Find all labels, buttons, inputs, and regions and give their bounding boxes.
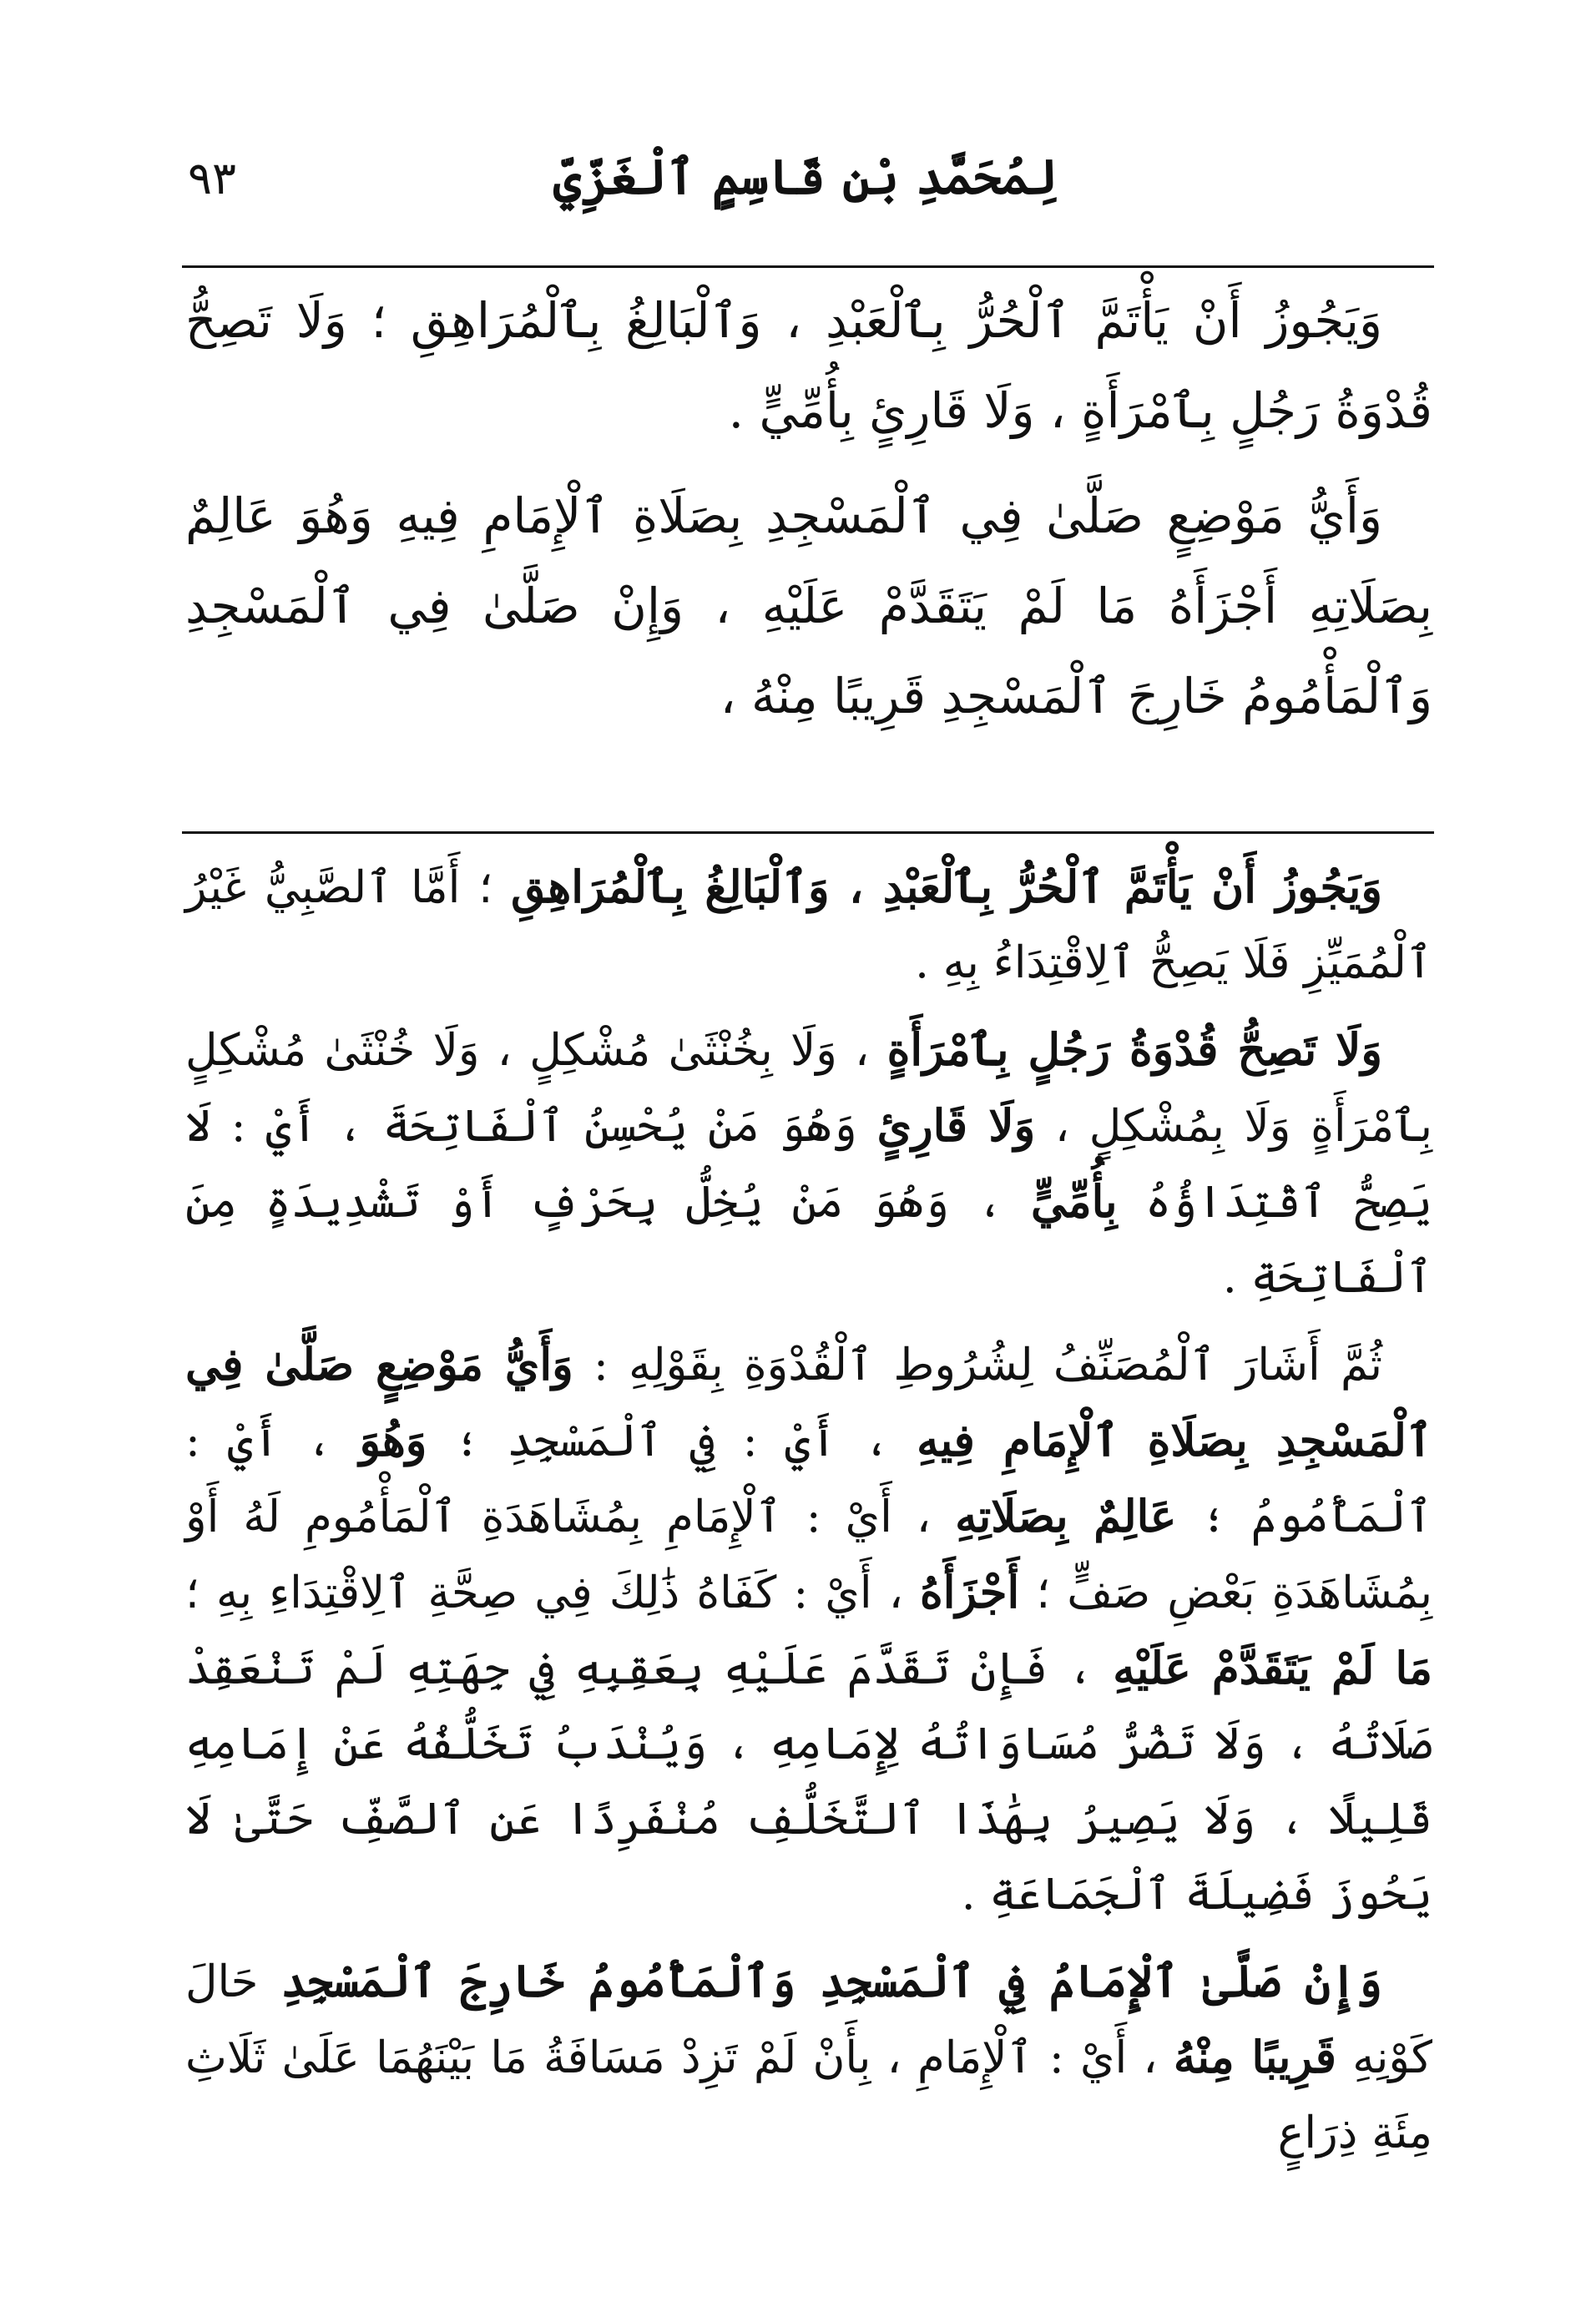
commentary-text: ، وَهُوَ مَنْ يُخِلُّ بِحَرْفٍ أَوْ تَشْدِيدَةٍ مِنَ ٱلْفَاتِحَةِ . (185, 1177, 1432, 1303)
commentary-text: حَالَ كَوْنِهِ (185, 1956, 1432, 2083)
sharh-paragraph (185, 850, 1432, 1001)
commentary-text: ، أَيْ : ٱلْإِمَامِ ، بِأَنْ لَمْ تَزِدْ مَسَافَةُ مَا بَيْنَهُمَا عَلَىٰ ثَلَاثِ مِئَةِ ذِرَاعٍ (185, 2032, 1432, 2158)
matn-paragraph: وَأَيُّ مَوْضِعٍ صَلَّىٰ فِي ٱلْمَسْجِدِ بِصَلَاةِ ٱلْإِمَامِ فِيهِ وَهُوَ عَالِمٌ بِصَلَاتِهِ أَجْزَأَهُ مَا لَمْ يَتَقَدَّمْ عَلَيْهِ ، وَإِنْ صَلَّىٰ فِي ٱلْمَسْجِدِ وَٱلْمَأْمُومُ خَارِجَ ٱلْمَسْجِدِ قَرِيبًا مِنْهُ ، (185, 487, 1432, 724)
page-header (179, 149, 1432, 215)
quoted-matn-text: وَلَا قَارِئٍ (876, 1100, 1036, 1152)
quoted-matn-text: وَهُوَ (359, 1415, 427, 1467)
quoted-matn-text: قَرِيبًا مِنْهُ (1173, 2032, 1336, 2083)
commentary-text: ، أَيْ : ٱلْمَأْمُومُ ؛ (185, 1416, 1432, 1542)
quoted-matn-text: وَأَيُّ مَوْضِعٍ صَلَّىٰ فِي ٱلْمَسْجِدِ بِصَلَاةِ ٱلْإِمَامِ فِيهِ (185, 1339, 1433, 1467)
sharh-paragraph (185, 1944, 1432, 2171)
quoted-matn-text: بِأُمِّيٍّ (1031, 1176, 1118, 1228)
sharh-paragraph (185, 1012, 1432, 1315)
running-title: لِمُحَمَّدِ بْنِ قَاسِمٍ ٱلْغَزِّيِّ (553, 149, 1058, 205)
commentary-text: ، أَيْ : فِي ٱلْمَسْجِدِ ؛ (427, 1416, 917, 1467)
header-divider (182, 265, 1434, 268)
sharh-commentary (185, 850, 1432, 2183)
quoted-matn-text: مَا لَمْ يَتَقَدَّمْ عَلَيْهِ (1113, 1643, 1432, 1694)
commentary-text: ؛ أَمَّا ٱلصَّبِيُّ غَيْرُ ٱلْمُمَيِّزِ فَلَا يَصِحُّ ٱلِاقْتِدَاءُ بِهِ . (185, 862, 1432, 988)
quoted-matn-text: وَيَجُوزُ أَنْ يَأْتَمَّ ٱلْحُرُّ بِٱلْعَبْدِ ، وَٱلْبَالِغُ بِٱلْمُرَاهِقِ (511, 861, 1382, 913)
commentary-text: ، وَلَا بِخُنْثَىٰ مُشْكِلٍ ، وَلَا خُنْثَىٰ مُشْكِلٍ بِٱمْرَأَةٍ وَلَا بِمُشْكِلٍ ، (185, 1025, 1433, 1152)
quoted-matn-text: أَجْزَأَهُ (919, 1567, 1020, 1618)
matn-sharh-divider (182, 831, 1434, 834)
commentary-text: ثُمَّ أَشَارَ ٱلْمُصَنِّفُ لِشُرُوطِ ٱلْقُدْوَةِ بِقَوْلِهِ : (573, 1340, 1382, 1391)
quoted-matn-text: وَإِنْ صَلَّىٰ ٱلْإِمَامُ فِي ٱلْمَسْجِدِ وَٱلْمَأْمُومُ خَارِجَ ٱلْمَسْجِدِ (280, 1956, 1382, 2007)
commentary-text: ، فَإِنْ تَقَدَّمَ عَلَيْهِ بِعَقِبِهِ فِي جِهَتِهِ لَمْ تَنْعَقِدْ صَلَاتُهُ ، وَلَا تَضُرُّ مُسَاوَاتُهُ لِإِمَامِهِ ، وَيُنْدَبُ تَخَلُّفُهُ عَنْ إِمَامِهِ قَلِيلًا ، وَلَا يَصِيرُ بِهَٰذَا ٱلتَّخَلُّفِ مُنْفَرِدًا عَنِ ٱلصَّفِّ حَتَّىٰ لَا يَحُوزَ فَضِيلَةَ ٱلْجَمَاعَةِ . (185, 1643, 1432, 1920)
matn-text (185, 275, 1432, 756)
matn-paragraph: وَيَجُوزُ أَنْ يَأْتَمَّ ٱلْحُرُّ بِٱلْعَبْدِ ، وَٱلْبَالِغُ بِٱلْمُرَاهِقِ ؛ وَلَا تَصِحُّ قُدْوَةُ رَجُلٍ بِٱمْرَأَةٍ ، وَلَا قَارِئٍ بِأُمِّيٍّ . (185, 292, 1432, 439)
sharh-paragraph (185, 1327, 1432, 1932)
commentary-text: ، أَيْ : ٱلْإِمَامِ بِمُشَاهَدَةِ ٱلْمَأْمُومِ لَهُ أَوْ بِمُشَاهَدَةِ بَعْضِ صَفٍّ ؛ (185, 1492, 1432, 1618)
commentary-text: وَهُوَ مَنْ يُحْسِنُ ٱلْفَاتِحَةَ ، أَيْ : لَا يَصِحُّ ٱقْتِدَاؤُهُ (185, 1101, 1432, 1228)
page-number: ٩٣ (188, 152, 237, 204)
commentary-text: ، أَيْ : كَفَاهُ ذَٰلِكَ فِي صِحَّةِ ٱلِاقْتِدَاءِ بِهِ ؛ (185, 1567, 920, 1618)
quoted-matn-text: وَلَا تَصِحُّ قُدْوَةُ رَجُلٍ بِٱمْرَأَةٍ (886, 1024, 1382, 1076)
quoted-matn-text: عَالِمٌ بِصَلَاتِهِ (955, 1491, 1177, 1542)
